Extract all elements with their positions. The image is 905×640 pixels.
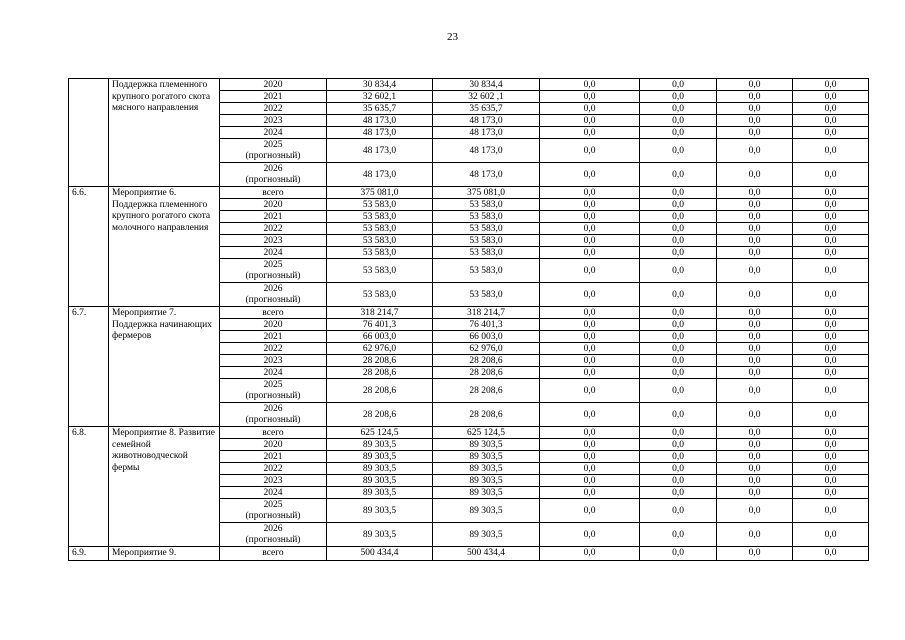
- col6-cell: 0,0: [793, 187, 869, 199]
- year-cell: 2023: [220, 115, 327, 127]
- total-cell: 89 303,5: [327, 439, 433, 451]
- col4-cell: 0,0: [640, 343, 717, 355]
- table-row: [69, 307, 869, 319]
- col5-cell: 0,0: [717, 367, 793, 379]
- year-cell: 2021: [220, 91, 327, 103]
- col5-cell: 0,0: [717, 79, 793, 91]
- total-cell: 53 583,0: [327, 283, 433, 307]
- col6-cell: 0,0: [793, 523, 869, 547]
- col5-cell: 0,0: [717, 259, 793, 283]
- col6-cell: 0,0: [793, 199, 869, 211]
- col4-cell: 0,0: [640, 331, 717, 343]
- col2-cell: 53 583,0: [433, 259, 540, 283]
- col5-cell: 0,0: [717, 379, 793, 403]
- col4-cell: 0,0: [640, 127, 717, 139]
- col4-cell: 0,0: [640, 487, 717, 499]
- col6-cell: 0,0: [793, 247, 869, 259]
- col3-cell: 0,0: [540, 463, 640, 475]
- col4-cell: 0,0: [640, 103, 717, 115]
- col3-cell: 0,0: [540, 379, 640, 403]
- col6-cell: 0,0: [793, 403, 869, 427]
- col5-cell: 0,0: [717, 187, 793, 199]
- col3-cell: 0,0: [540, 139, 640, 163]
- col5-cell: 0,0: [717, 319, 793, 331]
- col6-cell: 0,0: [793, 211, 869, 223]
- col4-cell: 0,0: [640, 199, 717, 211]
- col6-cell: 0,0: [793, 235, 869, 247]
- col6-cell: 0,0: [793, 139, 869, 163]
- col6-cell: 0,0: [793, 487, 869, 499]
- total-cell: 89 303,5: [327, 475, 433, 487]
- col4-cell: 0,0: [640, 79, 717, 91]
- total-cell: 53 583,0: [327, 211, 433, 223]
- col6-cell: 0,0: [793, 379, 869, 403]
- col5-cell: 0,0: [717, 523, 793, 547]
- col6-cell: 0,0: [793, 307, 869, 319]
- col2-cell: 76 401,3: [433, 319, 540, 331]
- col6-cell: 0,0: [793, 223, 869, 235]
- col3-cell: 0,0: [540, 211, 640, 223]
- col5-cell: 0,0: [717, 211, 793, 223]
- total-cell: 28 208,6: [327, 355, 433, 367]
- year-cell: 2022: [220, 223, 327, 235]
- total-cell: 28 208,6: [327, 403, 433, 427]
- budget-table: [68, 78, 869, 561]
- year-cell: 2023: [220, 355, 327, 367]
- col6-cell: 0,0: [793, 439, 869, 451]
- year-cell: 2020: [220, 199, 327, 211]
- year-cell: 2020: [220, 79, 327, 91]
- col5-cell: 0,0: [717, 403, 793, 427]
- col2-cell: 28 208,6: [433, 403, 540, 427]
- year-cell: 2026 (прогнозный): [220, 283, 327, 307]
- col2-cell: 28 208,6: [433, 367, 540, 379]
- col4-cell: 0,0: [640, 403, 717, 427]
- page-number: 23: [447, 31, 458, 43]
- col6-cell: 0,0: [793, 79, 869, 91]
- col4-cell: 0,0: [640, 247, 717, 259]
- col3-cell: 0,0: [540, 115, 640, 127]
- col5-cell: 0,0: [717, 547, 793, 561]
- year-cell: 2024: [220, 247, 327, 259]
- col3-cell: 0,0: [540, 355, 640, 367]
- year-cell: всего: [220, 307, 327, 319]
- col2-cell: 53 583,0: [433, 211, 540, 223]
- total-cell: 48 173,0: [327, 163, 433, 187]
- year-cell: 2023: [220, 235, 327, 247]
- col2-cell: 32 602 ,1: [433, 91, 540, 103]
- year-cell: 2021: [220, 331, 327, 343]
- col5-cell: 0,0: [717, 331, 793, 343]
- col4-cell: 0,0: [640, 499, 717, 523]
- col3-cell: 0,0: [540, 319, 640, 331]
- col5-cell: 0,0: [717, 247, 793, 259]
- year-cell: 2026 (прогнозный): [220, 403, 327, 427]
- item-number: 6.7.: [69, 307, 109, 427]
- col3-cell: 0,0: [540, 79, 640, 91]
- col5-cell: 0,0: [717, 91, 793, 103]
- col2-cell: 48 173,0: [433, 127, 540, 139]
- col3-cell: 0,0: [540, 439, 640, 451]
- total-cell: 48 173,0: [327, 139, 433, 163]
- col3-cell: 0,0: [540, 403, 640, 427]
- col4-cell: 0,0: [640, 463, 717, 475]
- col2-cell: 89 303,5: [433, 487, 540, 499]
- col2-cell: 48 173,0: [433, 163, 540, 187]
- col2-cell: 62 976,0: [433, 343, 540, 355]
- total-cell: 53 583,0: [327, 235, 433, 247]
- col3-cell: 0,0: [540, 187, 640, 199]
- col3-cell: 0,0: [540, 331, 640, 343]
- col4-cell: 0,0: [640, 451, 717, 463]
- col5-cell: 0,0: [717, 199, 793, 211]
- total-cell: 62 976,0: [327, 343, 433, 355]
- year-cell: 2020: [220, 439, 327, 451]
- col5-cell: 0,0: [717, 103, 793, 115]
- year-cell: 2021: [220, 211, 327, 223]
- col5-cell: 0,0: [717, 487, 793, 499]
- col4-cell: 0,0: [640, 355, 717, 367]
- col2-cell: 500 434,4: [433, 547, 540, 561]
- col4-cell: 0,0: [640, 259, 717, 283]
- item-number: [69, 79, 109, 187]
- col3-cell: 0,0: [540, 127, 640, 139]
- col4-cell: 0,0: [640, 187, 717, 199]
- col5-cell: 0,0: [717, 439, 793, 451]
- col4-cell: 0,0: [640, 379, 717, 403]
- col5-cell: 0,0: [717, 127, 793, 139]
- total-cell: 89 303,5: [327, 463, 433, 475]
- table-row: [69, 79, 869, 91]
- col2-cell: 89 303,5: [433, 463, 540, 475]
- col6-cell: 0,0: [793, 103, 869, 115]
- year-cell: 2022: [220, 463, 327, 475]
- total-cell: 89 303,5: [327, 451, 433, 463]
- total-cell: 76 401,3: [327, 319, 433, 331]
- col2-cell: 66 003,0: [433, 331, 540, 343]
- total-cell: 53 583,0: [327, 259, 433, 283]
- total-cell: 89 303,5: [327, 499, 433, 523]
- col6-cell: 0,0: [793, 163, 869, 187]
- table-row: [69, 187, 869, 199]
- col2-cell: 28 208,6: [433, 379, 540, 403]
- total-cell: 66 003,0: [327, 331, 433, 343]
- col2-cell: 30 834,4: [433, 79, 540, 91]
- total-cell: 500 434,4: [327, 547, 433, 561]
- col6-cell: 0,0: [793, 355, 869, 367]
- col4-cell: 0,0: [640, 427, 717, 439]
- col4-cell: 0,0: [640, 307, 717, 319]
- table-row: [69, 547, 869, 561]
- year-cell: 2021: [220, 451, 327, 463]
- year-cell: 2022: [220, 103, 327, 115]
- col6-cell: 0,0: [793, 115, 869, 127]
- col6-cell: 0,0: [793, 427, 869, 439]
- col2-cell: 48 173,0: [433, 115, 540, 127]
- col2-cell: 53 583,0: [433, 247, 540, 259]
- col3-cell: 0,0: [540, 427, 640, 439]
- col2-cell: 53 583,0: [433, 235, 540, 247]
- item-name: Мероприятие 7. Поддержка начинающих фермеров: [109, 307, 220, 427]
- total-cell: 53 583,0: [327, 223, 433, 235]
- col6-cell: 0,0: [793, 91, 869, 103]
- year-cell: 2022: [220, 343, 327, 355]
- col2-cell: 89 303,5: [433, 439, 540, 451]
- col4-cell: 0,0: [640, 475, 717, 487]
- item-name: Мероприятие 8. Развитие семейной животноводческой фермы: [109, 427, 220, 547]
- col4-cell: 0,0: [640, 211, 717, 223]
- year-cell: 2024: [220, 367, 327, 379]
- col3-cell: 0,0: [540, 523, 640, 547]
- col2-cell: 89 303,5: [433, 523, 540, 547]
- total-cell: 35 635,7: [327, 103, 433, 115]
- col6-cell: 0,0: [793, 319, 869, 331]
- total-cell: 318 214,7: [327, 307, 433, 319]
- col5-cell: 0,0: [717, 283, 793, 307]
- year-cell: 2024: [220, 487, 327, 499]
- col3-cell: 0,0: [540, 499, 640, 523]
- col5-cell: 0,0: [717, 115, 793, 127]
- total-cell: 625 124,5: [327, 427, 433, 439]
- col4-cell: 0,0: [640, 523, 717, 547]
- total-cell: 48 173,0: [327, 127, 433, 139]
- col3-cell: 0,0: [540, 235, 640, 247]
- col3-cell: 0,0: [540, 259, 640, 283]
- item-number: 6.8.: [69, 427, 109, 547]
- year-cell: 2025 (прогнозный): [220, 259, 327, 283]
- col2-cell: 35 635,7: [433, 103, 540, 115]
- col4-cell: 0,0: [640, 235, 717, 247]
- table-row: [69, 427, 869, 439]
- year-cell: всего: [220, 547, 327, 561]
- col5-cell: 0,0: [717, 427, 793, 439]
- col3-cell: 0,0: [540, 247, 640, 259]
- col5-cell: 0,0: [717, 451, 793, 463]
- col3-cell: 0,0: [540, 103, 640, 115]
- year-cell: всего: [220, 427, 327, 439]
- col5-cell: 0,0: [717, 355, 793, 367]
- col2-cell: 625 124,5: [433, 427, 540, 439]
- col3-cell: 0,0: [540, 307, 640, 319]
- col2-cell: 318 214,7: [433, 307, 540, 319]
- col5-cell: 0,0: [717, 235, 793, 247]
- col5-cell: 0,0: [717, 163, 793, 187]
- col3-cell: 0,0: [540, 367, 640, 379]
- col6-cell: 0,0: [793, 547, 869, 561]
- col6-cell: 0,0: [793, 331, 869, 343]
- col6-cell: 0,0: [793, 283, 869, 307]
- col2-cell: 89 303,5: [433, 475, 540, 487]
- total-cell: 28 208,6: [327, 367, 433, 379]
- col4-cell: 0,0: [640, 367, 717, 379]
- year-cell: 2026 (прогнозный): [220, 523, 327, 547]
- col2-cell: 53 583,0: [433, 199, 540, 211]
- col5-cell: 0,0: [717, 307, 793, 319]
- total-cell: 53 583,0: [327, 199, 433, 211]
- col5-cell: 0,0: [717, 223, 793, 235]
- col3-cell: 0,0: [540, 475, 640, 487]
- col4-cell: 0,0: [640, 139, 717, 163]
- col2-cell: 53 583,0: [433, 223, 540, 235]
- col3-cell: 0,0: [540, 487, 640, 499]
- col3-cell: 0,0: [540, 451, 640, 463]
- col3-cell: 0,0: [540, 283, 640, 307]
- col6-cell: 0,0: [793, 451, 869, 463]
- col6-cell: 0,0: [793, 259, 869, 283]
- item-number: 6.6.: [69, 187, 109, 307]
- year-cell: 2025 (прогнозный): [220, 499, 327, 523]
- col5-cell: 0,0: [717, 139, 793, 163]
- col6-cell: 0,0: [793, 463, 869, 475]
- col6-cell: 0,0: [793, 475, 869, 487]
- total-cell: 30 834,4: [327, 79, 433, 91]
- col3-cell: 0,0: [540, 343, 640, 355]
- total-cell: 53 583,0: [327, 247, 433, 259]
- col4-cell: 0,0: [640, 115, 717, 127]
- year-cell: 2026 (прогнозный): [220, 163, 327, 187]
- col6-cell: 0,0: [793, 127, 869, 139]
- col5-cell: 0,0: [717, 343, 793, 355]
- col6-cell: 0,0: [793, 343, 869, 355]
- col3-cell: 0,0: [540, 547, 640, 561]
- col2-cell: 375 081,0: [433, 187, 540, 199]
- col4-cell: 0,0: [640, 439, 717, 451]
- total-cell: 48 173,0: [327, 115, 433, 127]
- col3-cell: 0,0: [540, 223, 640, 235]
- col3-cell: 0,0: [540, 91, 640, 103]
- col4-cell: 0,0: [640, 283, 717, 307]
- col2-cell: 89 303,5: [433, 451, 540, 463]
- col4-cell: 0,0: [640, 319, 717, 331]
- col3-cell: 0,0: [540, 199, 640, 211]
- item-name: Мероприятие 9.: [109, 547, 220, 561]
- total-cell: 375 081,0: [327, 187, 433, 199]
- col6-cell: 0,0: [793, 499, 869, 523]
- total-cell: 32 602,1: [327, 91, 433, 103]
- total-cell: 28 208,6: [327, 379, 433, 403]
- year-cell: всего: [220, 187, 327, 199]
- col4-cell: 0,0: [640, 223, 717, 235]
- col2-cell: 89 303,5: [433, 499, 540, 523]
- col2-cell: 28 208,6: [433, 355, 540, 367]
- item-number: 6.9.: [69, 547, 109, 561]
- col5-cell: 0,0: [717, 475, 793, 487]
- col6-cell: 0,0: [793, 367, 869, 379]
- col5-cell: 0,0: [717, 499, 793, 523]
- col4-cell: 0,0: [640, 547, 717, 561]
- year-cell: 2020: [220, 319, 327, 331]
- col5-cell: 0,0: [717, 463, 793, 475]
- col4-cell: 0,0: [640, 163, 717, 187]
- total-cell: 89 303,5: [327, 523, 433, 547]
- col2-cell: 53 583,0: [433, 283, 540, 307]
- item-name: Поддержка племенного крупного рогатого скота мясного направления: [109, 79, 220, 187]
- item-name: Мероприятие 6. Поддержка племенного крупного рогатого скота молочного направления: [109, 187, 220, 307]
- year-cell: 2025 (прогнозный): [220, 379, 327, 403]
- year-cell: 2025 (прогнозный): [220, 139, 327, 163]
- year-cell: 2023: [220, 475, 327, 487]
- col4-cell: 0,0: [640, 91, 717, 103]
- total-cell: 89 303,5: [327, 487, 433, 499]
- col2-cell: 48 173,0: [433, 139, 540, 163]
- year-cell: 2024: [220, 127, 327, 139]
- col3-cell: 0,0: [540, 163, 640, 187]
